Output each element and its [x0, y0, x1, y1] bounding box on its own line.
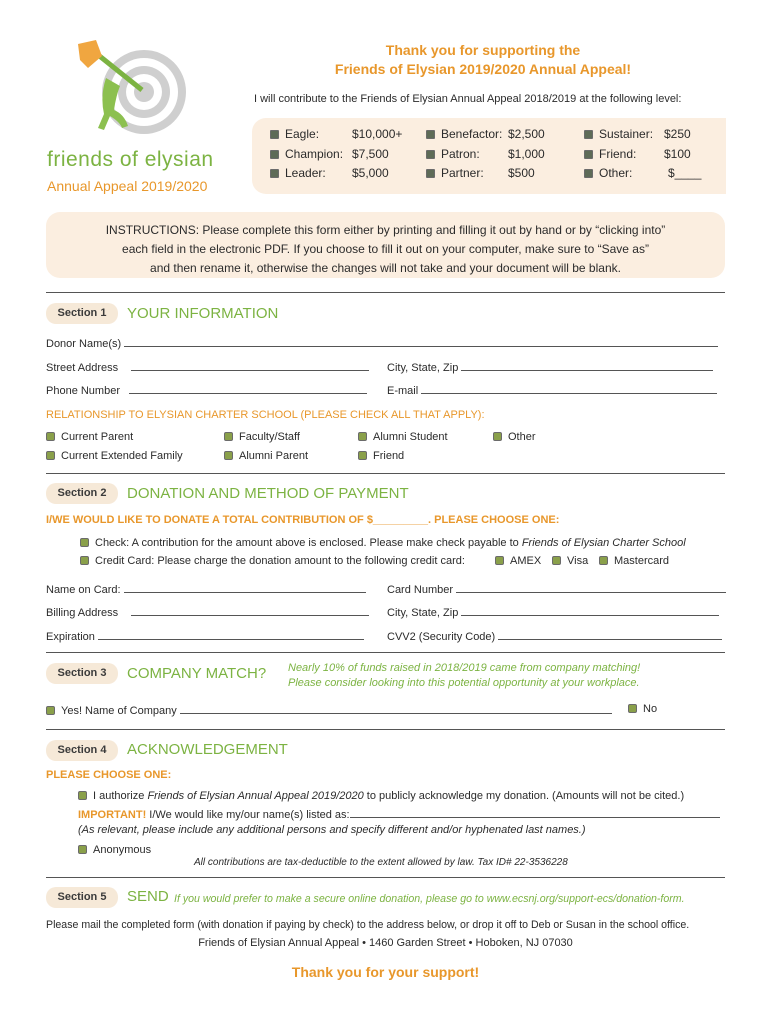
phone-field[interactable]: Phone Number	[46, 383, 367, 397]
rel-other[interactable]: Other	[493, 431, 536, 443]
instructions-line-2: each field in the electronic PDF. If you choose to fill it out on your computer, make sure to “Save as”	[122, 242, 649, 256]
rel-alumni-student[interactable]: Alumni Student	[358, 431, 448, 443]
checkbox-icon[interactable]	[426, 130, 435, 139]
city-state-zip-field[interactable]: City, State, Zip	[387, 360, 713, 374]
card-number-field[interactable]: Card Number	[387, 582, 726, 596]
payment-check-option[interactable]: Check: A contribution for the amount above is enclosed. Please make check payable to Friends of Elysian Charter School	[80, 537, 686, 549]
billing-city-input[interactable]	[461, 605, 719, 616]
card-number-input[interactable]	[456, 582, 726, 593]
donor-names-field[interactable]: Donor Name(s)	[46, 336, 718, 350]
divider	[46, 729, 725, 730]
level-leader[interactable]: Leader: $5,000	[270, 166, 326, 180]
rel-friend[interactable]: Friend	[358, 450, 404, 462]
expiration-field[interactable]: Expiration	[46, 629, 364, 643]
closing-thanks: Thank you for your support!	[291, 964, 480, 980]
name-on-card-input[interactable]	[124, 582, 366, 593]
checkbox-icon[interactable]	[224, 451, 233, 460]
billing-address-field[interactable]: Billing Address	[46, 605, 369, 619]
checkbox-icon[interactable]	[628, 704, 637, 713]
section-5-title: SEND	[127, 888, 169, 905]
checkbox-icon[interactable]	[426, 169, 435, 178]
checkbox-icon[interactable]	[270, 130, 279, 139]
checkbox-icon[interactable]	[599, 556, 608, 565]
logo-subtitle: Annual Appeal 2019/2020	[47, 178, 208, 194]
choose-one-label: PLEASE CHOOSE ONE:	[46, 769, 172, 781]
checkbox-icon[interactable]	[552, 556, 561, 565]
checkbox-icon[interactable]	[78, 845, 87, 854]
section-5-pill: Section 5	[46, 887, 118, 908]
company-match-note-2: Please consider looking into this potential opportunity at your workplace.	[288, 677, 640, 689]
authorize-option[interactable]: I authorize Friends of Elysian Annual Appeal 2019/2020 to publicly acknowledge my donation. (Amounts will not be cited.)	[78, 790, 684, 802]
street-address-field[interactable]: Street Address	[46, 360, 369, 374]
expiration-input[interactable]	[98, 629, 364, 640]
divider	[46, 877, 725, 878]
contribution-levels	[252, 118, 726, 194]
checkbox-icon[interactable]	[426, 150, 435, 159]
section-3-title: COMPANY MATCH?	[127, 665, 267, 682]
level-eagle[interactable]: Eagle: $10,000+	[270, 127, 319, 141]
checkbox-icon[interactable]	[46, 706, 55, 715]
company-no-option[interactable]: No	[628, 703, 657, 715]
city-state-zip-input[interactable]	[461, 360, 713, 371]
listed-as-input[interactable]	[350, 807, 720, 818]
level-friend[interactable]: Friend: $100	[584, 147, 636, 161]
checkbox-icon[interactable]	[46, 432, 55, 441]
level-patron[interactable]: Patron: $1,000	[426, 147, 480, 161]
rel-alumni-parent[interactable]: Alumni Parent	[224, 450, 308, 462]
company-match-note-1: Nearly 10% of funds raised in 2018/2019 came from company matching!	[288, 662, 641, 674]
checkbox-icon[interactable]	[358, 432, 367, 441]
section-4-pill: Section 4	[46, 740, 118, 761]
checkbox-icon[interactable]	[270, 169, 279, 178]
donate-total-line: I/WE WOULD LIKE TO DONATE A TOTAL CONTRIBUTION OF $_________. PLEASE CHOOSE ONE:	[46, 514, 560, 526]
rel-current-extended-family[interactable]: Current Extended Family	[46, 450, 183, 462]
checkbox-icon[interactable]	[584, 169, 593, 178]
logo-name: friends of elysian	[47, 148, 214, 171]
section-2-title: DONATION AND METHOD OF PAYMENT	[127, 485, 409, 502]
phone-input[interactable]	[129, 383, 367, 394]
level-partner[interactable]: Partner: $500	[426, 166, 484, 180]
divider	[46, 652, 725, 653]
divider	[46, 292, 725, 293]
rel-faculty-staff[interactable]: Faculty/Staff	[224, 431, 300, 443]
billing-city-field[interactable]: City, State, Zip	[387, 605, 719, 619]
checkbox-icon[interactable]	[224, 432, 233, 441]
online-donation-note: If you would prefer to make a secure online donation, please go to www.ecsnj.org/support-ecs/donation-form.	[174, 893, 685, 905]
thanks-line-2: Friends of Elysian 2019/2020 Annual Appeal!	[334, 61, 632, 77]
name-on-card-field[interactable]: Name on Card:	[46, 582, 366, 596]
checkbox-icon[interactable]	[46, 451, 55, 460]
level-sustainer[interactable]: Sustainer: $250	[584, 127, 653, 141]
email-input[interactable]	[421, 383, 717, 394]
contribute-text: I will contribute to the Friends of Elysian Annual Appeal 2018/2019 at the following level:	[254, 93, 682, 105]
section-2-pill: Section 2	[46, 483, 118, 504]
section-4-title: ACKNOWLEDGEMENT	[127, 741, 288, 758]
anonymous-option[interactable]: Anonymous	[78, 844, 151, 856]
level-other[interactable]: Other: $____	[584, 166, 632, 180]
checkbox-icon[interactable]	[78, 791, 87, 800]
level-champion[interactable]: Champion: $7,500	[270, 147, 343, 161]
checkbox-icon[interactable]	[270, 150, 279, 159]
cvv-field[interactable]: CVV2 (Security Code)	[387, 629, 722, 643]
checkbox-icon[interactable]	[584, 150, 593, 159]
email-field[interactable]: E-mail	[387, 383, 717, 397]
cvv-input[interactable]	[498, 629, 722, 640]
logo	[62, 34, 192, 144]
listed-as-field[interactable]: IMPORTANT! I/We would like my/our name(s) listed as:	[78, 807, 720, 821]
relevant-note: (As relevant, please include any additional persons and specify different and/or hyphenated last names.)	[78, 824, 586, 836]
checkbox-icon[interactable]	[493, 432, 502, 441]
mailing-address: Friends of Elysian Annual Appeal • 1460 Garden Street • Hoboken, NJ 07030	[198, 937, 573, 949]
billing-address-input[interactable]	[131, 605, 369, 616]
instructions-box	[46, 212, 725, 278]
checkbox-icon[interactable]	[495, 556, 504, 565]
instructions-line-3: and then rename it, otherwise the changes will not take and your document will be blank.	[150, 261, 621, 275]
section-1-pill: Section 1	[46, 303, 118, 324]
checkbox-icon[interactable]	[358, 451, 367, 460]
relationship-heading: RELATIONSHIP TO ELYSIAN CHARTER SCHOOL (PLEASE CHECK ALL THAT APPLY):	[46, 409, 485, 421]
divider	[46, 473, 725, 474]
card-amex[interactable]: AMEX	[495, 555, 541, 567]
level-benefactor[interactable]: Benefactor: $2,500	[426, 127, 502, 141]
checkbox-icon[interactable]	[80, 556, 89, 565]
donor-names-input[interactable]	[124, 336, 718, 347]
rel-current-parent[interactable]: Current Parent	[46, 431, 133, 443]
section-1-title: YOUR INFORMATION	[127, 305, 279, 322]
section-3-pill: Section 3	[46, 663, 118, 684]
mail-instructions: Please mail the completed form (with donation if paying by check) to the address below, or drop it off to Deb or Susan in the school office.	[46, 919, 690, 931]
instructions-line-1: INSTRUCTIONS: Please complete this form either by printing and filling it out by hand or by “clicking into”	[105, 223, 666, 237]
target-logo-icon	[62, 34, 192, 144]
tax-note: All contributions are tax-deductible to the extent allowed by law. Tax ID# 22-3536228	[194, 857, 568, 868]
company-yes-field[interactable]: Yes! Name of Company	[46, 703, 612, 717]
company-name-input[interactable]	[180, 703, 612, 714]
payment-credit-option[interactable]: Credit Card: Please charge the donation amount to the following credit card:	[80, 555, 465, 567]
card-mastercard[interactable]: Mastercard	[599, 555, 669, 567]
checkbox-icon[interactable]	[584, 130, 593, 139]
card-visa[interactable]: Visa	[552, 555, 588, 567]
checkbox-icon[interactable]	[80, 538, 89, 547]
thanks-line-1: Thank you for supporting the	[385, 42, 581, 58]
street-address-input[interactable]	[131, 360, 369, 371]
